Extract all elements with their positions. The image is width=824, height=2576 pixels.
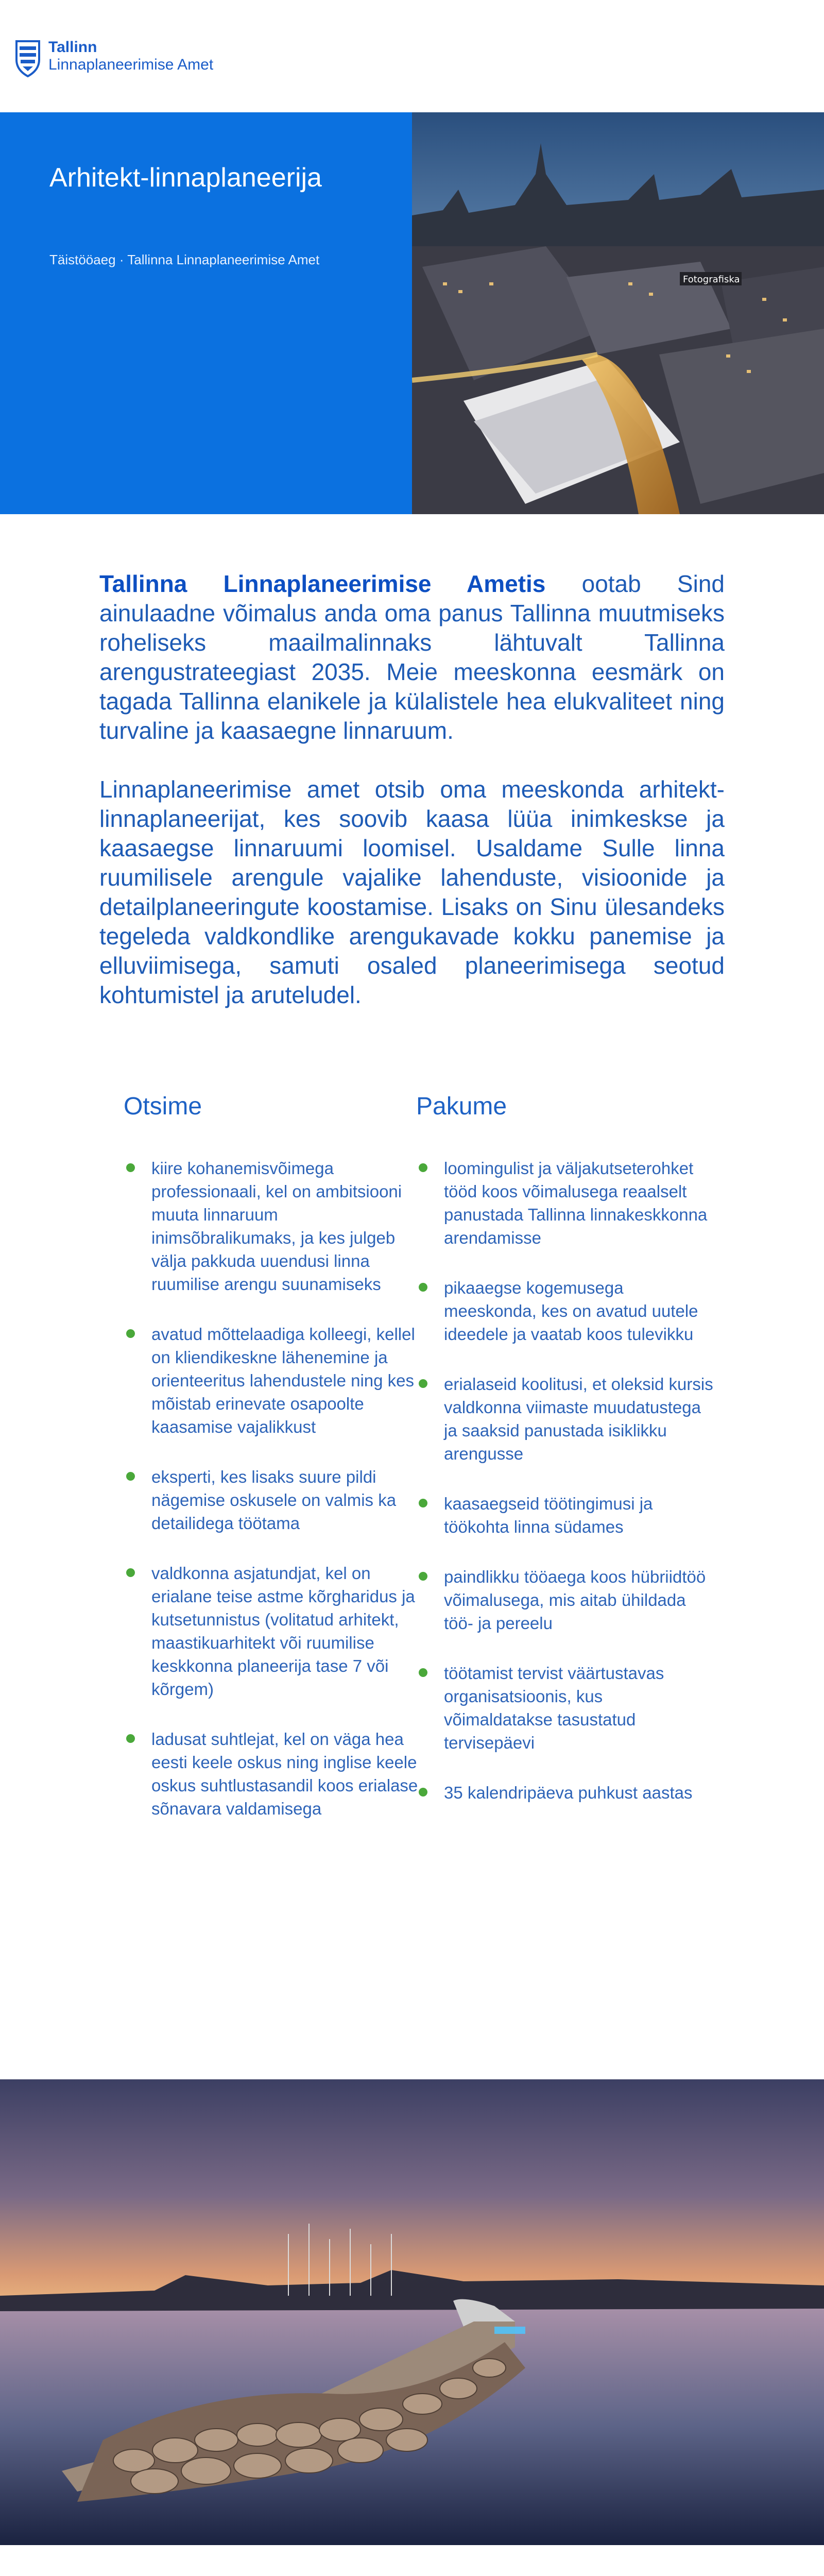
- brand-line2: Linnaplaneerimise Amet: [48, 56, 214, 73]
- brand-name: [48, 39, 213, 73]
- offering-column: [416, 1092, 715, 1831]
- bullet-icon: [419, 1788, 427, 1797]
- list-item: töötamist tervist väärtustavas organisatsioonis, kus võimaldatakse tasustatud tervisepäevi: [416, 1662, 715, 1754]
- offering-list: [416, 1157, 715, 1804]
- header: [0, 0, 824, 112]
- job-title: Arhitekt-linnaplaneerija: [49, 163, 322, 193]
- list-item: ladusat suhtlejat, kel on väga hea eesti keele oskus ning inglise keele oskus suhtlustasandil koos erialase sõnavara valdamisega: [124, 1727, 422, 1820]
- harbor-photo: [0, 2079, 824, 2545]
- brand-logo[interactable]: [14, 34, 213, 78]
- tallinn-city-photo: [412, 112, 824, 514]
- list-item: valdkonna asjatundjat, kel on erialane teise astme kõrgharidus ja kutsetunnistus (volitatud arhitekt, maastikuarhitekt või ruumilise keskkonna planeerija tase 7 või kõrgem): [124, 1562, 422, 1701]
- seeking-list: [124, 1157, 422, 1820]
- bullet-icon: [419, 1283, 427, 1292]
- intro-paragraph-1: [99, 569, 725, 745]
- bullet-icon: [126, 1329, 135, 1338]
- bullet-icon: [419, 1668, 427, 1677]
- brand-line1: Tallinn: [48, 39, 97, 56]
- intro-org-name: Tallinna Linnaplaneerimise Ametis: [99, 570, 546, 597]
- bullet-icon: [126, 1163, 135, 1172]
- hero: [0, 112, 824, 514]
- city-illustration: [412, 112, 824, 514]
- bullet-icon: [126, 1734, 135, 1743]
- tallinn-crest-icon: [14, 34, 41, 78]
- photo-sign: Fotografiska: [683, 274, 740, 285]
- seeking-heading: Otsime: [124, 1093, 202, 1120]
- bullet-icon: [419, 1572, 427, 1581]
- seeking-column: [124, 1092, 422, 1847]
- list-item: eksperti, kes lisaks suure pildi nägemise oskusele on valmis ka detailidega töötama: [124, 1465, 422, 1535]
- bullet-icon: [419, 1499, 427, 1507]
- list-item: erialaseid koolitusi, et oleksid kursis valdkonna viimaste muudatustega ja saaksid panustada isiklikku arengusse: [416, 1372, 715, 1465]
- list-item: kiire kohanemisvõimega professionaali, kel on ambitsiooni muuta linnaruum inimsõbralikumaks, ja kes julgeb välja pakkuda uuendusi linna ruumilise arengu suunamiseks: [124, 1157, 422, 1296]
- list-item: paindlikku tööaega koos hübriidtöö võimalusega, mis aitab ühildada töö- ja pereelu: [416, 1565, 715, 1635]
- bullet-icon: [419, 1379, 427, 1388]
- intro-paragraph-2: Linnaplaneerimise amet otsib oma meeskonda arhitekt-linnaplaneerijat, kes soovib kaasa lüüa inimkeskse ja kaasaegse linnaruumi loomisel. Usaldame Sulle linna ruumilisele arengule vajalike lahenduste, visioonide ja detailplaneeringute koostamise. Lisaks on Sinu ülesandeks tegeleda valdkondlike arengukavade kokku panemise ja elluviimisega, samuti osaled planeerimisega seotud kohtumistel ja aruteludel.: [99, 776, 725, 1008]
- bullet-icon: [126, 1472, 135, 1481]
- harbor-illustration: [0, 2079, 824, 2545]
- list-item: kaasaegseid töötingimusi ja töökohta linna südames: [416, 1492, 715, 1538]
- intro-p1-rest: ootab Sind ainulaadne võimalus anda oma panus Tallinna muutmiseks roheliseks maailmalinnaks lähtuvalt Tallinna arengustrateegiast 2035. Meie meeskonna eesmärk on tagada Tallinna elanikele ja külalistele hea elukvaliteet ning turvaline ja kaasaegne linnaruum.: [99, 570, 725, 744]
- intro-text: [99, 569, 725, 1039]
- bullet-icon: [419, 1163, 427, 1172]
- hero-panel: [0, 112, 412, 514]
- offering-heading: Pakume: [416, 1093, 507, 1120]
- list-item: loomingulist ja väljakutseterohket tööd koos võimalusega reaalselt panustada Tallinna linnakeskkonna arendamisse: [416, 1157, 715, 1249]
- job-subtitle: Täistööaeg · Tallinna Linnaplaneerimise Amet: [49, 252, 320, 267]
- list-item: 35 kalendripäeva puhkust aastas: [416, 1781, 715, 1804]
- list-item: pikaaegse kogemusega meeskonda, kes on avatud uutele ideedele ja vaatab koos tulevikku: [416, 1276, 715, 1346]
- bullet-icon: [126, 1568, 135, 1577]
- list-item: avatud mõttelaadiga kolleegi, kellel on kliendikeskne lähenemine ja orienteeritus lahendustele ning kes mõistab erinevate osapoolte kaasamise vajalikkust: [124, 1323, 422, 1438]
